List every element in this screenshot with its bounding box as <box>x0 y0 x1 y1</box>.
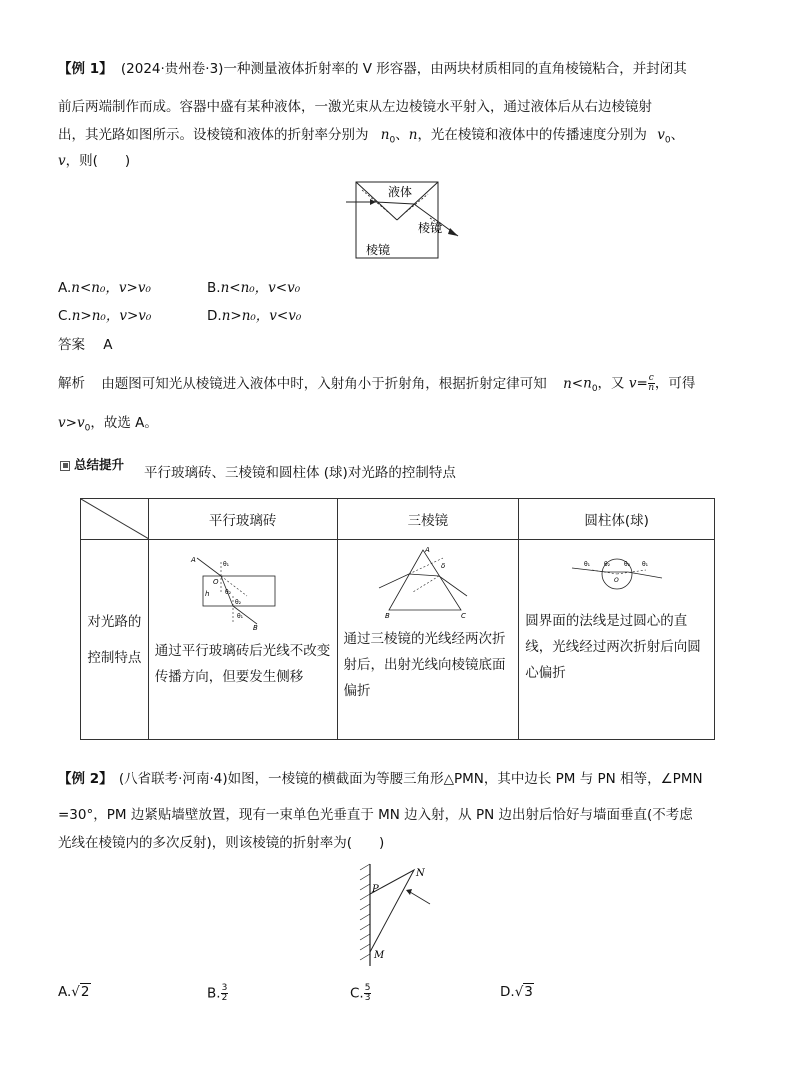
summary-subtitle: 平行玻璃砖、三棱镜和圆柱体 (球)对光路的控制特点 <box>144 465 456 481</box>
prism-right-label: 棱镜 <box>418 221 443 235</box>
example1-line4-text: ，则( ) <box>65 153 131 169</box>
vertex-n-label: N <box>416 868 425 879</box>
example1-line1-text: 一种测量液体折射率的 V 形容器，由两块材质相同的直角棱镜粘合，并封闭其 <box>223 61 687 77</box>
example1-line2: 前后两端制作而成。容器中盛有某种液体，一激光束从左边棱镜水平射入，通过液体后从右边棱镜射 <box>58 99 652 115</box>
cell-text-parallel-slab: 通过平行玻璃砖后光线不改变传播方向，但要发生侧移 <box>154 643 331 685</box>
table-corner-cell <box>81 499 149 540</box>
example2-option-b[interactable]: B. $\frac{3}{2}$ <box>207 983 228 1003</box>
analysis-text-a: 由题图可知光从棱镜进入液体中时，入射角小于折射角，根据折射定律可知 <box>101 375 547 392</box>
example1-source: (2024·贵州卷·3) <box>120 61 224 77</box>
example2-label: 【例 2】 <box>58 771 113 787</box>
example1-line3: 出，其光路如图所示。设棱镜和液体的折射率分别为 $n_0$、n，光在棱镜和液体中的传播速度分别为 $v_0$、 <box>58 127 685 146</box>
svg-text:θ₁: θ₁ <box>641 561 648 568</box>
svg-text:θ₁: θ₁ <box>222 561 229 568</box>
row-label-line1: 对光路的 <box>87 613 142 630</box>
svg-text:δ: δ <box>440 562 446 570</box>
example1-answer <box>58 336 113 354</box>
answer-value: A <box>103 337 113 353</box>
example1-line3-a: 出，其光路如图所示。设棱镜和液体的折射率分别为 <box>58 127 369 143</box>
example1-label: 【例 1】 <box>58 61 113 77</box>
header-triangular-prism: 三棱镜 <box>337 499 519 540</box>
example1-analysis-line2: $v>v_0$，故选 A。 <box>58 415 158 434</box>
header-parallel-slab: 平行玻璃砖 <box>148 499 337 540</box>
example1-option-d[interactable]: D.n>n₀，v<v₀ <box>207 308 302 324</box>
example2-source: (八省联考·河南·4) <box>118 771 228 787</box>
summary-title: 总结提升 <box>74 457 125 472</box>
svg-text:B: B <box>252 624 258 632</box>
vertex-m-label: M <box>374 950 385 961</box>
cell-text-cylinder: 圆界面的法线是过圆心的直线，光线经过两次折射后向圆心偏折 <box>525 613 701 681</box>
summary-square-icon <box>60 461 70 471</box>
example1-line4: v，则( ) <box>58 153 131 169</box>
example1-analysis-line1: 解析 由题图可知光从棱镜进入液体中时，入射角小于折射角，根据折射定律可知 $n<n_0$，又 v= $\frac{c}{n}$ ，可得 <box>58 373 696 395</box>
cell-parallel-slab <box>148 540 337 740</box>
cell-text-triangular-prism: 通过三棱镜的光线经两次折射后，出射光线向棱镜底面偏折 <box>343 631 506 699</box>
example2-option-c[interactable]: C. $\frac{5}{3}$ <box>350 983 371 1003</box>
example2-line2: =30°，PM 边紧贴墙壁放置，现有一束单色光垂直于 MN 边入射，从 PN 边出射后恰好与墙面垂直(不考虑 <box>58 807 693 823</box>
svg-text:O: O <box>613 577 619 584</box>
row-label-line2: 控制特点 <box>87 649 142 666</box>
corner-diagonal <box>81 499 149 539</box>
svg-text:θ₂: θ₂ <box>224 589 231 596</box>
example1-line3-b: ，光在棱镜和液体中的传播速度分别为 <box>417 127 647 143</box>
example1-option-b[interactable]: B.n<n₀，v<v₀ <box>207 280 301 296</box>
svg-text:h: h <box>204 590 210 598</box>
analysis-label: 解析 <box>58 375 85 392</box>
svg-text:O: O <box>212 578 219 586</box>
example2-line3: 光线在棱镜内的多次反射)，则该棱镜的折射率为( ) <box>58 835 385 851</box>
svg-text:θ₂: θ₂ <box>234 599 241 606</box>
analysis-text-d: ，故选 A。 <box>90 415 158 431</box>
example2-option-d[interactable]: D.√3 <box>500 984 533 1000</box>
example1-option-c[interactable]: C.n>n₀，v>v₀ <box>58 308 152 324</box>
summary-heading <box>60 456 124 474</box>
v-container-figure <box>340 178 470 260</box>
prism-left-label: 棱镜 <box>366 243 391 257</box>
svg-text:A: A <box>424 546 430 554</box>
example1-option-a[interactable]: A.n<n₀，v>v₀ <box>58 280 151 296</box>
cell-triangular-prism <box>337 540 519 740</box>
triangular-prism-figure <box>373 544 483 620</box>
analysis-text-c: ，可得 <box>654 375 696 392</box>
optics-comparison-table <box>80 498 715 740</box>
example2-line1-text: 如图，一棱镜的横截面为等腰三角形△PMN，其中边长 PM 与 PN 相等，∠PMN <box>227 771 703 787</box>
example1-line1 <box>58 60 687 78</box>
svg-text:θ₁: θ₁ <box>583 561 590 568</box>
vertex-p-label: P <box>372 884 379 895</box>
svg-text:B: B <box>384 612 390 620</box>
svg-text:θ₁: θ₁ <box>236 613 243 620</box>
prism-wall-figure <box>358 862 438 970</box>
svg-text:A: A <box>190 556 196 564</box>
cylinder-figure <box>562 554 672 594</box>
cell-cylinder <box>519 540 715 740</box>
liquid-label: 液体 <box>388 185 413 199</box>
header-cylinder: 圆柱体(球) <box>519 499 715 540</box>
example2-line1 <box>58 770 703 788</box>
svg-text:θ₂: θ₂ <box>623 561 630 568</box>
row-label-cell <box>81 540 149 740</box>
parallel-slab-figure <box>183 552 303 632</box>
svg-text:C: C <box>460 612 466 620</box>
analysis-text-b: ，又 <box>597 375 625 392</box>
answer-label: 答案 <box>58 337 85 353</box>
example2-option-a[interactable]: A.√2 <box>58 984 90 1000</box>
svg-text:θ₂: θ₂ <box>603 561 610 568</box>
